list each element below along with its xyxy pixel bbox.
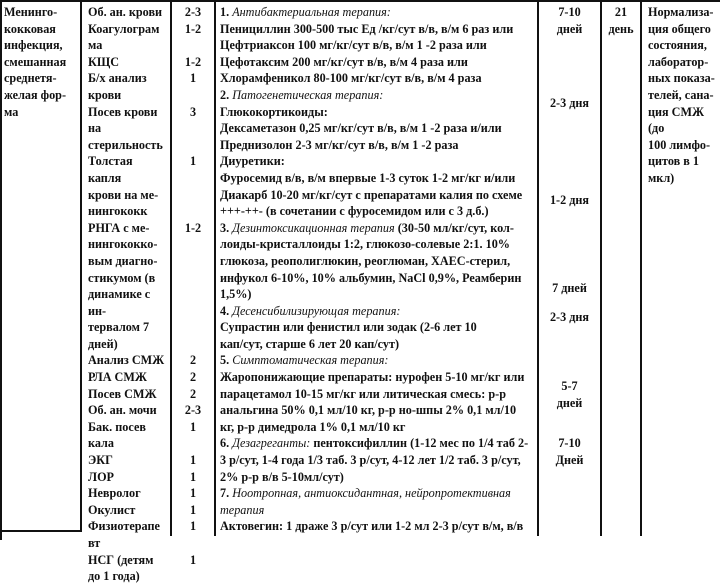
therapy-line: 3 р/сут, 1-4 года 1/3 таб. 3 р/сут, 4-12 лет 1/2 таб. 3 р/сут, bbox=[220, 453, 521, 468]
therapy-section-heading bbox=[220, 4, 535, 21]
examination-name: дней) bbox=[88, 336, 118, 351]
therapy-line: инфукол 6-10%, 10% альбумин, NaCl 0,9%, Реамберин bbox=[220, 270, 522, 285]
examination-name: до 1 года) bbox=[88, 569, 140, 584]
outcome-text: состояния, bbox=[648, 38, 707, 53]
section-number: 6. bbox=[220, 436, 233, 451]
section-title: Антибактериальная терапия: bbox=[232, 5, 391, 19]
examination-count: 1 bbox=[189, 71, 197, 86]
therapy-line: Цефтриаксон 100 мг/кг/сут в/в, в/м 1 -2 раза или bbox=[220, 38, 487, 53]
examination-name: вым диагно- bbox=[88, 253, 158, 268]
section-number: 5. bbox=[220, 353, 233, 368]
examination-name: КЩС bbox=[88, 54, 120, 69]
examinations-cell bbox=[88, 4, 170, 585]
section-note: пентоксифиллин (1-12 мес по 1/4 таб 2- bbox=[310, 436, 529, 451]
duration-text: Дней bbox=[555, 452, 584, 467]
diagnosis-text: желая фор- bbox=[4, 87, 67, 102]
therapy-line: 2% р-р в/в 5-10мл/сут) bbox=[220, 469, 344, 484]
duration-text: дней bbox=[556, 21, 583, 36]
examination-name: Невролог bbox=[88, 486, 141, 501]
spacer bbox=[172, 286, 214, 303]
therapy-section-heading bbox=[220, 485, 535, 502]
examination-count: 1-2 bbox=[184, 21, 202, 36]
therapy-line: 1,5%) bbox=[220, 287, 252, 302]
therapy-line: парацетамол 10-15 мг/кг или литическая смесь: р-р bbox=[220, 386, 506, 401]
therapy-line: Дексаметазон 0,25 мг/кг/сут в/в, в/м 1 -2 раза и/или bbox=[220, 121, 502, 136]
examination-count: 3 bbox=[189, 104, 197, 119]
examination-count: 1 bbox=[189, 453, 197, 468]
spacer bbox=[172, 203, 214, 220]
examination-name: Коагулограм bbox=[88, 21, 160, 36]
spacer bbox=[172, 319, 214, 336]
examination-count: 2 bbox=[189, 370, 197, 385]
section-number: 2. bbox=[220, 87, 233, 102]
outcome-text: лаборатор- bbox=[648, 54, 709, 69]
examination-count: 1-2 bbox=[184, 54, 202, 69]
examination-name: Посев крови bbox=[88, 104, 158, 119]
durations-cell bbox=[539, 0, 600, 536]
examination-name: Бак. посев bbox=[88, 419, 146, 434]
outcome-text: Нормализа- bbox=[648, 5, 714, 19]
duration-text: 2-3 дня bbox=[549, 310, 590, 324]
therapy-line: анальгина 50% 0,1 мл/10 кг, р-р но-шпы 2% 0,1 мл/10 bbox=[220, 403, 517, 418]
duration-value bbox=[539, 435, 600, 468]
examination-count: 1 bbox=[189, 519, 197, 534]
duration-text: дней bbox=[556, 395, 583, 410]
spacer bbox=[172, 87, 214, 104]
section-title: Симптоматическая терапия: bbox=[232, 353, 389, 368]
spacer bbox=[172, 120, 214, 137]
spacer bbox=[172, 137, 214, 154]
section-title: Дезинтоксикационная терапия bbox=[232, 220, 395, 235]
spacer bbox=[172, 435, 214, 452]
spacer bbox=[172, 303, 214, 320]
examination-name: капля bbox=[88, 170, 122, 185]
duration-value bbox=[539, 192, 600, 209]
examination-count: 1 bbox=[189, 154, 197, 169]
examination-count: 2-3 bbox=[184, 5, 202, 19]
examination-name: Физиотерапе bbox=[88, 519, 160, 534]
duration-value bbox=[539, 378, 600, 411]
column-divider bbox=[600, 0, 602, 536]
spacer bbox=[172, 253, 214, 270]
section-title: Десенсибилизирующая терапия: bbox=[232, 303, 401, 318]
section-title: Ноотропная, антиоксидантная, нейропротективная bbox=[232, 486, 511, 501]
therapy-line: глюкоза, реополиглюкин, реоглюман, ХАЕС-стерил, bbox=[220, 253, 511, 268]
examination-count: 1 bbox=[189, 469, 197, 484]
examination-count: 1 bbox=[189, 502, 197, 517]
examination-name: ЭКГ bbox=[88, 453, 113, 468]
duration-text: 7 дней bbox=[552, 281, 587, 295]
examination-count: 1-2 bbox=[184, 220, 202, 235]
examination-name: Окулист bbox=[88, 502, 136, 517]
duration-text: 2-3 дня bbox=[549, 96, 590, 110]
section-number: 7. bbox=[220, 486, 233, 501]
therapy-line: Диуретики: bbox=[220, 154, 285, 169]
outcome-text: 100 лимфо- bbox=[648, 137, 711, 152]
examination-name: крови на ме- bbox=[88, 187, 159, 202]
examination-name: стерильность bbox=[88, 137, 163, 152]
therapy-line: Супрастин или фенистил или зодак (2-6 лет 10 bbox=[220, 320, 477, 335]
diagnosis-text: смешанная bbox=[4, 54, 67, 69]
examination-name: Об. ан. крови bbox=[88, 5, 163, 19]
outcome-text: телей, сана- bbox=[648, 87, 714, 102]
therapy-line: кг, р-р димедрола 1% 0,1 мл/10 кг bbox=[220, 419, 406, 434]
spacer bbox=[172, 236, 214, 253]
spacer bbox=[172, 170, 214, 187]
spacer bbox=[172, 187, 214, 204]
therapy-section-heading bbox=[220, 87, 535, 104]
therapy-section-heading bbox=[220, 220, 535, 237]
column-divider bbox=[214, 0, 216, 536]
outcome-text: ция СМЖ bbox=[648, 104, 705, 119]
examination-count: 2-3 bbox=[184, 403, 202, 418]
examination-name: Толстая bbox=[88, 154, 133, 169]
section-title: Патогенетическая терапия: bbox=[232, 87, 384, 102]
examination-name: крови bbox=[88, 87, 122, 102]
total-duration-text: день bbox=[608, 21, 634, 36]
duration-value bbox=[539, 4, 600, 37]
examination-name: ЛОР bbox=[88, 469, 115, 484]
examination-name: нингококк bbox=[88, 204, 148, 219]
therapy-line: кап/сут, старше 6 лет 20 кап/сут) bbox=[220, 336, 400, 351]
diagnosis-text: Менинго- bbox=[4, 5, 58, 19]
table-top-border bbox=[0, 0, 720, 2]
spacer bbox=[172, 535, 214, 552]
examination-name: РНГА с ме- bbox=[88, 220, 150, 235]
diagnosis-text: среднетя- bbox=[4, 71, 57, 86]
examination-name: на bbox=[88, 121, 102, 136]
examination-name: Об. ан. мочи bbox=[88, 403, 157, 418]
examination-name: стикумом (в bbox=[88, 270, 156, 285]
diagnosis-cell bbox=[4, 4, 78, 120]
examination-name: Посев СМЖ bbox=[88, 386, 157, 401]
therapy-line: Преднизолон 2-3 мг/кг/сут в/в, в/м 1 -2 раза bbox=[220, 137, 459, 152]
examination-name: ин- bbox=[88, 303, 107, 318]
diagnosis-text: инфекция, bbox=[4, 38, 63, 53]
duration-text: 7-10 bbox=[558, 436, 581, 450]
therapy-cell bbox=[220, 4, 535, 535]
examination-name: нингококко- bbox=[88, 237, 158, 252]
section-title: Дезагреганты: bbox=[232, 436, 311, 451]
therapy-section-heading bbox=[220, 502, 535, 519]
diagnosis-text: ма bbox=[4, 104, 19, 119]
examination-count: 1 bbox=[189, 419, 197, 434]
examination-name: ма bbox=[88, 38, 103, 53]
therapy-line: Пенициллин 300-500 тыс Ед /кг/сут в/в, в/м 6 раз или bbox=[220, 21, 514, 36]
duration-value bbox=[539, 280, 600, 297]
examination-name: вт bbox=[88, 536, 101, 550]
examination-name: кала bbox=[88, 436, 114, 451]
examination-count: 2 bbox=[189, 353, 197, 368]
row-bottom-border bbox=[0, 530, 82, 532]
therapy-line: Цефотаксим 200 мг/кг/сут в/в, в/м 4 раза или bbox=[220, 54, 468, 69]
spacer bbox=[172, 37, 214, 54]
examination-name: Б/х анализ bbox=[88, 71, 147, 86]
section-note: (30-50 мл/кг/сут, кол- bbox=[394, 220, 514, 235]
column-divider bbox=[640, 0, 642, 536]
section-number: 4. bbox=[220, 303, 233, 318]
therapy-section-heading bbox=[220, 352, 535, 369]
duration-text: 1-2 дня bbox=[549, 193, 590, 207]
spacer bbox=[172, 568, 214, 585]
examination-name: тервалом 7 bbox=[88, 320, 150, 335]
therapy-line: Хлорамфеникол 80-100 мг/кг/сут в/в, в/м 4 раза bbox=[220, 71, 482, 86]
section-number: 1. bbox=[220, 5, 233, 19]
examination-name: динамике с bbox=[88, 287, 151, 302]
examination-count: 1 bbox=[189, 552, 197, 567]
spacer bbox=[172, 270, 214, 287]
therapy-line: Фуросемид в/в, в/м впервые 1-3 суток 1-2 мг/кг и/или bbox=[220, 170, 516, 185]
outcome-text: ция общего bbox=[648, 21, 711, 36]
outcome-text: мкл) bbox=[648, 170, 675, 185]
therapy-line: Жаропонижающие препараты: нурофен 5-10 мг/кг или bbox=[220, 370, 525, 385]
outcome-text: ных показа- bbox=[648, 71, 715, 86]
total-duration-cell bbox=[602, 4, 640, 37]
examination-name: РЛА СМЖ bbox=[88, 370, 147, 385]
examination-count: 1 bbox=[189, 486, 197, 501]
column-divider bbox=[0, 0, 2, 540]
exam-counts-cell bbox=[172, 4, 214, 585]
outcome-text: (до bbox=[648, 121, 665, 136]
examination-name: НСГ (детям bbox=[88, 552, 154, 567]
examination-count: 2 bbox=[189, 386, 197, 401]
therapy-line: Глюкокортикоиды: bbox=[220, 104, 328, 119]
spacer bbox=[172, 336, 214, 353]
section-title: терапия bbox=[220, 502, 265, 517]
duration-text: 5-7 bbox=[561, 379, 578, 393]
outcome-cell bbox=[648, 4, 720, 187]
outcome-text: цитов в 1 bbox=[648, 154, 700, 169]
duration-value bbox=[539, 95, 600, 112]
therapy-line: лоиды-кристаллоиды 1:2, глюкозо-солевые 2:1. 10% bbox=[220, 237, 510, 252]
examination-name: Анализ СМЖ bbox=[88, 353, 165, 368]
total-duration-text: 21 bbox=[614, 5, 628, 19]
therapy-section-heading bbox=[220, 435, 535, 452]
duration-value bbox=[539, 309, 600, 326]
section-number: 3. bbox=[220, 220, 233, 235]
duration-text: 7-10 bbox=[558, 5, 581, 19]
therapy-section-heading bbox=[220, 303, 535, 320]
column-divider bbox=[80, 0, 82, 532]
therapy-line: Актовегин: 1 драже 3 р/сут или 1-2 мл 2-3 р/сут в/м, в/в bbox=[220, 519, 524, 534]
diagnosis-text: кокковая bbox=[4, 21, 56, 36]
therapy-line: +++-++- (в сочетании с фуросемидом или с 3 д.б.) bbox=[220, 204, 489, 219]
therapy-line: Диакарб 10-20 мг/кг/сут с препаратами калия по схеме bbox=[220, 187, 523, 202]
